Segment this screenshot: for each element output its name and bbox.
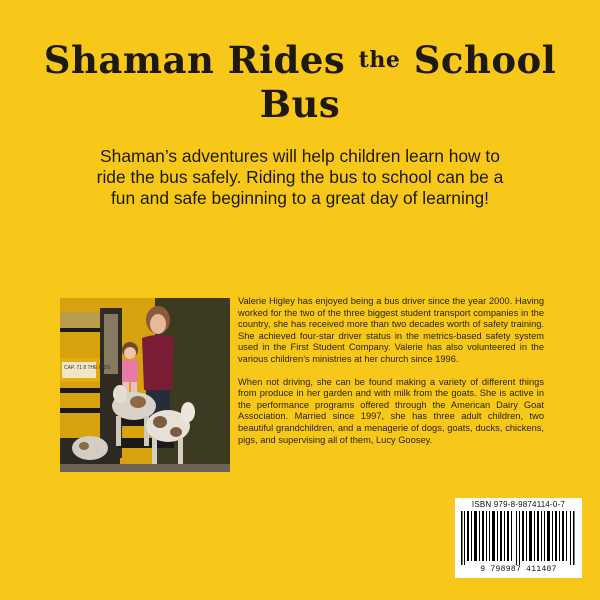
bio-paragraph-1: Valerie Higley has enjoyed being a bus driver since the year 2000. Having worked for the two of the three biggest student transport companies in the country, she has received more than two decades worth of safety training. She achieved four-star driver status in the metrics-based safety system used in the First Student Company. Valerie has also volunteered in the various children’s ministries at her church since 1996.	[238, 296, 544, 364]
bus-sign-text: CAP. 71 8 THE KIDS	[64, 365, 111, 371]
title-part-2: the	[358, 47, 401, 73]
author-photo	[60, 298, 230, 472]
barcode-icon	[461, 511, 576, 565]
author-photo-illustration	[60, 298, 230, 472]
bio-paragraph-2: When not driving, she can be found making a variety of different things from produce in her garden and with milk from the goats. She is active in the performance programs offered through the American Dairy Goat Association. Married since 1997, she has three adult children, two beautiful grandchildren, and a menagerie of dogs, goats, ducks, chickens, pigs, and supervising all of them, Lucy Goosey.	[238, 376, 544, 445]
book-blurb: Shaman’s adventures will help children learn how to ride the bus safely. Riding the bus to school can be a fun and safe beginning to a great day of learning!	[96, 146, 504, 208]
barcode-digits: 9 798987 411407	[480, 565, 557, 574]
isbn-label: ISBN 979-8-9874114-0-7	[471, 500, 566, 509]
book-title	[0, 38, 600, 126]
title-part-3: School Bus	[259, 38, 557, 126]
barcode-box	[455, 498, 582, 578]
author-bio	[238, 296, 544, 457]
title-part-1: Shaman Rides	[43, 38, 359, 82]
